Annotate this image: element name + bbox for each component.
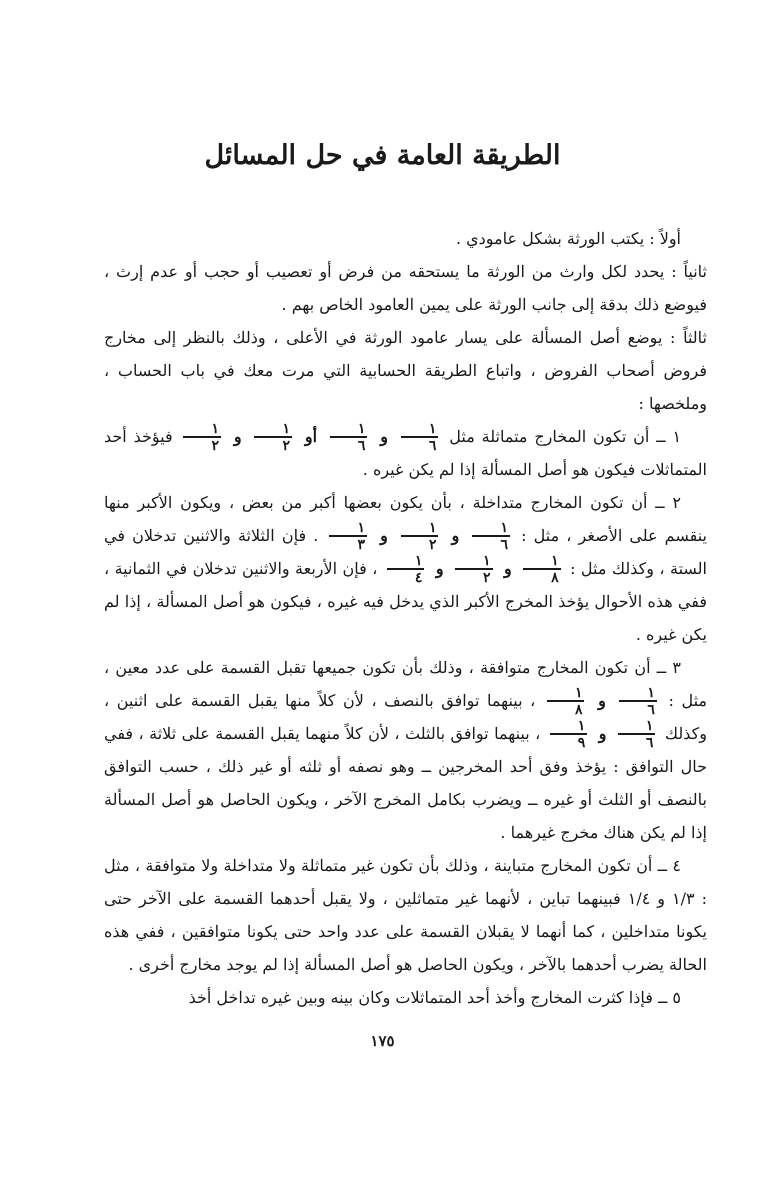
fraction-ex2a-0 [472, 521, 510, 552]
conjunction-and: و [233, 427, 242, 446]
fraction-numerator: ١ [523, 554, 561, 570]
fraction-numerator: ١ [329, 521, 367, 537]
rule-2-text-middle: . فإن الثلاثة والاثنين تدخلان في الستة ، وكذلك مثل : [104, 526, 707, 578]
fraction-numerator: ١ [183, 422, 221, 438]
paragraph-rule-3 [104, 651, 707, 849]
fraction-ex1-0 [401, 422, 439, 453]
fraction-numerator: ١ [330, 422, 368, 438]
fraction-denominator: ٣ [357, 537, 365, 553]
conjunction-and: و [503, 559, 512, 578]
rule-2-text-start: ٢ ــ أن تكون المخارج متداخلة ، بأن يكون بعضها أكبر من بعض ، ويكون الأكبر منها ينقسم على الأصغر ، مثل : [104, 493, 707, 545]
fraction-ex1-1 [330, 422, 368, 453]
fraction-ex3a-0 [619, 686, 657, 717]
document-body [104, 222, 707, 1014]
fraction-denominator: ٨ [574, 702, 583, 718]
rule-3-text-middle: ، بينهما توافق بالنصف ، لأن كلاً منها يقبل القسمة على اثنين ، وكذلك [104, 691, 708, 743]
fraction-ex1-2 [254, 422, 292, 453]
fraction-numerator: ١ [547, 686, 585, 702]
page-number: ١٧٥ [370, 1032, 395, 1050]
paragraph-rule-5: ٥ ــ فإذا كثرت المخارج وأخذ أحد المتماثلات وكان بينه وبين غيره تداخل أخذ [188, 988, 681, 1007]
rule-3-text-end: ، بينهما توافق بالثلث ، لأن كلاً منهما يقبل القسمة على ثلاثة ، ففي حال التوافق : يؤخذ وفق أحد المخرجين ــ وهو نصفه أو ثلثه أو غير ذلك ، حسب التوافق بالنصف أو الثلث أو غيره ــ ويضرب بكامل المخرج الآخر ، ويكون الحاصل هو أصل المسألة إذا لم يكن هناك مخرج غيرهما . [104, 724, 707, 842]
fraction-numerator: ١ [254, 422, 292, 438]
conjunction-and: و [598, 724, 607, 743]
paragraph-rule-4: ٤ ــ أن تكون المخارج متباينة ، وذلك بأن تكون غير متماثلة ولا متداخلة ولا متوافقة ، مثل : ١/٣ و ١/٤ فبينهما تباين ، لأنهما غير متماثلين ، ولا يقبل أحدهما القسمة على الآخر حتى يكونا متداخلين ، كما أنهما لا يقبلان القسمة على عدد واحد حتى يكونا متوافقين ، ففي هذه الحالة يضرب أحدهما بالآخر ، ويكون الحاصل هو أصل المسألة إذا لم يوجد مخارج أخرى . [104, 856, 707, 974]
fraction-denominator: ٤ [414, 570, 423, 586]
fraction-denominator: ٢ [211, 438, 220, 454]
fraction-denominator: ٦ [500, 537, 508, 553]
fraction-ex3a-1 [547, 686, 585, 717]
fraction-numerator: ١ [387, 554, 425, 570]
fraction-ex2a-2 [329, 521, 367, 552]
fraction-numerator: ١ [619, 686, 657, 702]
fraction-denominator: ٦ [647, 702, 655, 718]
fraction-ex2b-0 [523, 554, 561, 585]
page-title: الطريقة العامة في حل المسائل [204, 140, 561, 171]
rule-2-text-end: ، فإن الأربعة والاثنين تدخلان في الثمانية ، ففي هذه الأحوال يؤخذ المخرج الأكبر الذي يدخل فيه غيره ، فيكون هو أصل المسألة ، إذا لم يكن غيره . [104, 559, 707, 644]
fraction-denominator: ٢ [482, 570, 491, 586]
fraction-ex3b-1 [550, 719, 588, 750]
fraction-ex2b-2 [387, 554, 425, 585]
paragraph-third: ثالثاً : يوضع أصل المسألة على يسار عامود الورثة في الأعلى ، وذلك بالنظر إلى مخارج فروض أصحاب الفروض ، واتباع الطريقة الحسابية التي مرت معك في باب الحساب ، وملخصها : [104, 328, 707, 413]
conjunction-and: و [380, 526, 388, 545]
rule-3-text-start: ٣ ــ أن تكون المخارج متوافقة ، وذلك بأن تكون جميعها تقبل القسمة على عدد معين ، مثل : [104, 658, 708, 710]
fraction-ex2b-1 [455, 554, 493, 585]
paragraph-first: أولاً : يكتب الورثة بشكل عامودي . [455, 229, 681, 248]
conjunction-and: و [451, 526, 460, 545]
fraction-denominator: ٦ [357, 438, 366, 454]
rule-1-text-end: فيؤخذ أحد المتماثلات فيكون هو أصل المسألة إذا لم يكن غيره . [104, 427, 707, 479]
rule-1-text-start: ١ ــ أن تكون المخارج متماثلة مثل [449, 427, 682, 446]
fraction-denominator: ٢ [428, 537, 437, 553]
paragraph-rule-1 [104, 420, 707, 486]
fraction-denominator: ٦ [428, 438, 437, 454]
conjunction-and: و [435, 559, 444, 578]
fraction-ex2a-1 [401, 521, 439, 552]
conjunction-or: أو [304, 427, 318, 446]
conjunction-and: و [598, 691, 606, 710]
fraction-numerator: ١ [401, 521, 439, 537]
fraction-numerator: ١ [550, 719, 588, 735]
paragraph-rule-2 [104, 486, 707, 651]
conjunction-and: و [380, 427, 389, 446]
fraction-ex3b-0 [618, 719, 656, 750]
fraction-denominator: ٦ [645, 735, 654, 751]
fraction-numerator: ١ [472, 521, 510, 537]
fraction-numerator: ١ [401, 422, 439, 438]
fraction-denominator: ٨ [551, 570, 559, 586]
fraction-ex1-3 [183, 422, 221, 453]
fraction-denominator: ٢ [282, 438, 290, 454]
fraction-numerator: ١ [455, 554, 493, 570]
fraction-denominator: ٩ [577, 735, 586, 751]
paragraph-second: ثانياً : يحدد لكل وارث من الورثة ما يستحقه من فرض أو تعصيب أو حجب أو عدم إرث ، فيوضع ذلك بدقة إلى جانب الورثة على يمين العامود الخاص بهم . [104, 262, 707, 314]
fraction-numerator: ١ [618, 719, 656, 735]
